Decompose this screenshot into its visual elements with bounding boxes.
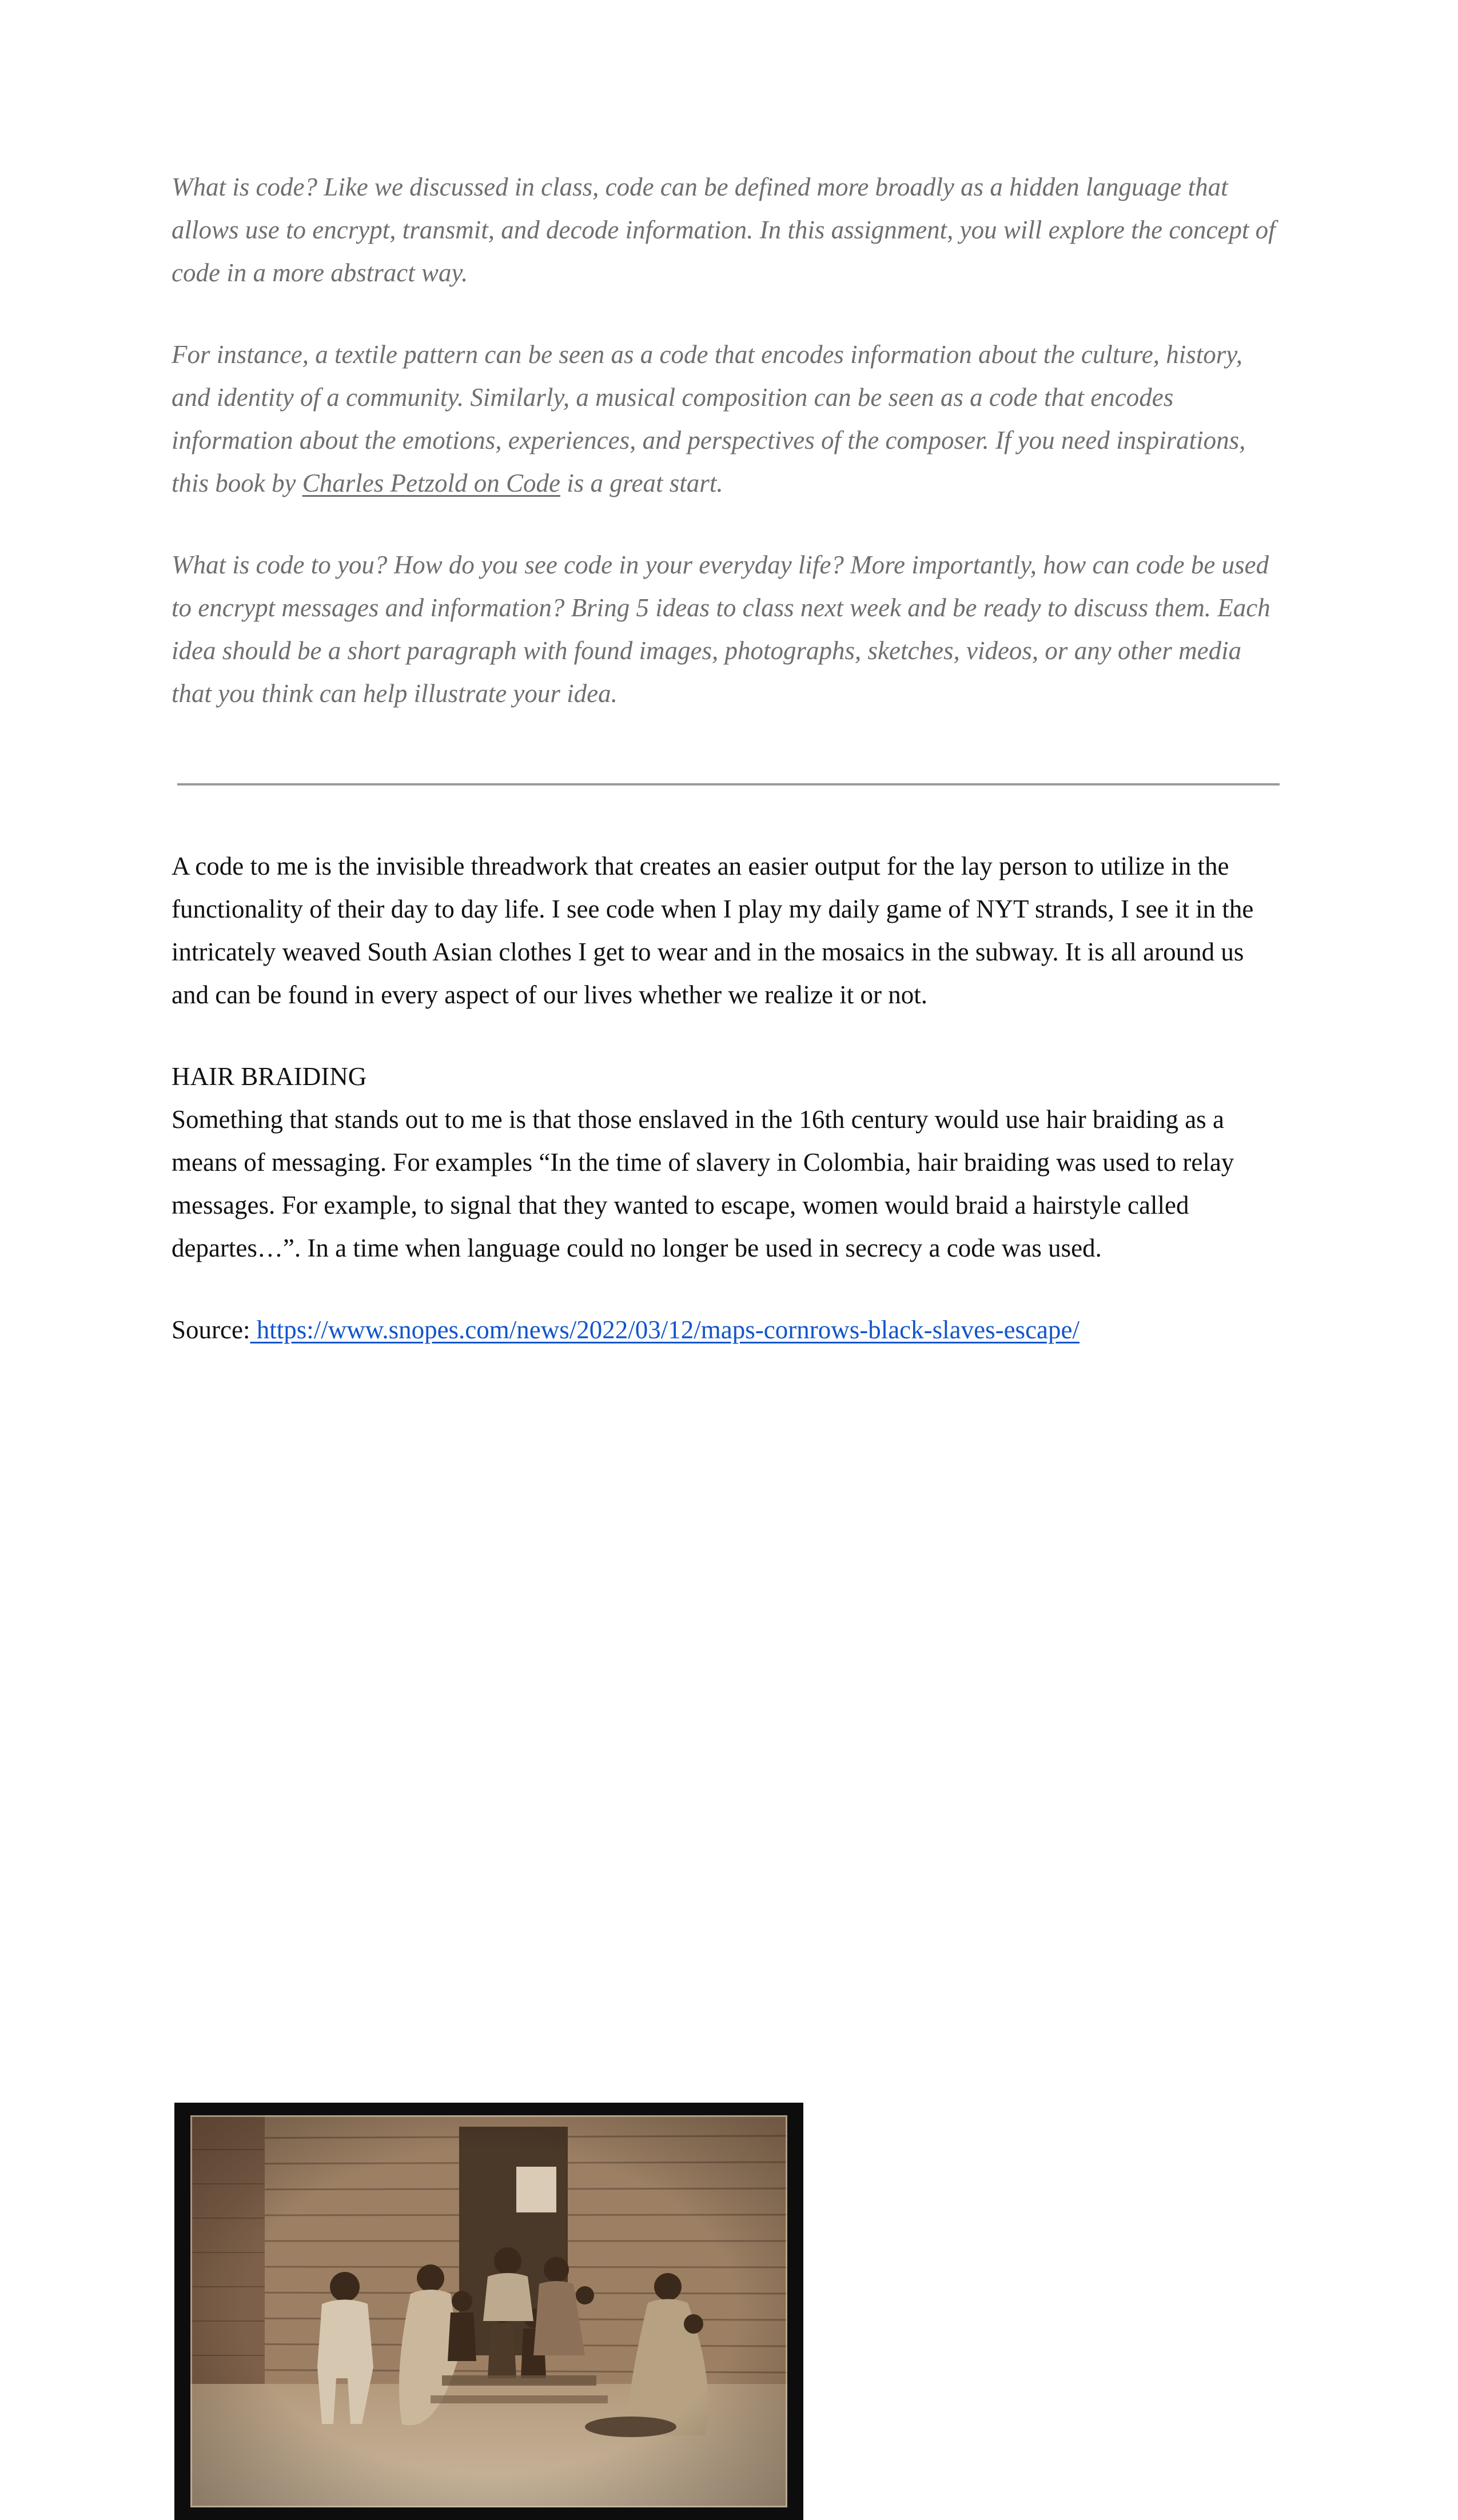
source-label: Source: xyxy=(172,1315,250,1344)
student-response xyxy=(172,845,1286,1351)
historical-photograph xyxy=(174,2103,803,2520)
response-intro: A code to me is the invisible threadwork that creates an easier output for the lay person to utilize in the functionality of their day to day life. I see code when I play my daily game of NYT strands, I see it in the intricately weaved South Asian clothes I get to wear and in the mosaics in the subway. It is all around us and can be found in every aspect of our lives whether we realize it or not. xyxy=(172,852,1254,1009)
prompt-paragraph-2 xyxy=(172,333,1286,505)
petzold-book-link[interactable]: Charles Petzold on Code xyxy=(302,469,560,497)
document-page xyxy=(172,166,1286,1344)
prompt-paragraph-2-tail: is a great start. xyxy=(560,469,723,497)
sepia-photo xyxy=(190,2115,787,2507)
section-heading: HAIR BRAIDING xyxy=(172,1062,367,1091)
source-link[interactable]: https://www.snopes.com/news/2022/03/12/maps-cornrows-black-slaves-escape/ xyxy=(250,1315,1079,1344)
source-line xyxy=(172,1309,1286,1351)
section-body: Something that stands out to me is that those enslaved in the 16th century would use hair braiding as a means of messaging. For examples “In the time of slavery in Colombia, hair braiding was used to relay messages. For example, to signal that they wanted to escape, women would braid a hairstyle called departes…”. In a time when language could no longer be used in secrecy a code was used. xyxy=(172,1105,1234,1262)
horizontal-divider xyxy=(177,783,1280,785)
prompt-paragraph-2-text: For instance, a textile pattern can be seen as a code that encodes information about the culture, history, and identity of a community. Similarly, a musical composition can be seen as a code that encodes information about the emotions, experiences, and perspectives of the composer. If you need inspirations, this book by xyxy=(172,340,1246,497)
photo-illustration xyxy=(190,2115,787,2507)
prompt-paragraph-1: What is code? Like we discussed in class, code can be defined more broadly as a hidden language that allows use to encrypt, transmit, and decode information. In this assignment, you will explore the concept of code in a more abstract way. xyxy=(172,173,1276,287)
prompt-paragraph-3: What is code to you? How do you see code in your everyday life? More importantly, how can code be used to encrypt messages and information? Bring 5 ideas to class next week and be ready to discuss them. Each idea should be a short paragraph with found images, photographs, sketches, videos, or any other media that you think can help illustrate your idea. xyxy=(172,551,1270,708)
